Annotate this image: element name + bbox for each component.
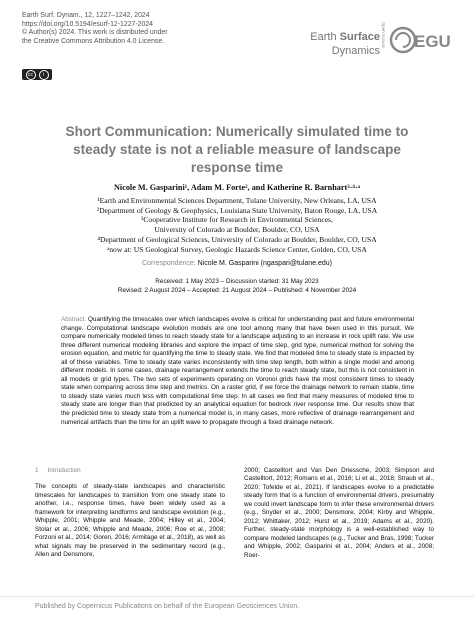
section-number: 1 [35,467,39,474]
section-heading [35,467,225,475]
egu-logo-icon [390,26,451,59]
journal-word-dynamics: Dynamics [331,45,380,57]
correspondence-value[interactable]: Nicole M. Gasparini (ngaspari@tulane.edu) [197,260,332,267]
citation: Earth Surf. Dynam., 12, 1227–1242, 2024 [22,12,150,19]
body-column-right [244,467,434,560]
body-column-left [35,467,225,560]
journal-word-surface: Surface [339,31,380,43]
article-title: Short Communication: Numerically simulated time to steady state is not a reliable measure of landscape response time [65,124,409,175]
egu-logo-text: EGU [414,32,451,51]
affiliation-4: ⁴Department of Geological Sciences, University of Colorado at Boulder, Boulder, CO, USA [97,234,377,244]
section-title: Introduction [47,467,81,474]
copyright-line: © Author(s) 2024. This work is distributed under [22,29,168,37]
publication-dates [40,277,434,295]
publisher-footer: Published by Copernicus Publications on behalf of the European Geosciences Union. [35,603,300,610]
affiliation-3-cont: University of Colorado at Boulder, Boulder, CO, USA [154,225,320,235]
author-list: Nicole M. Gasparini¹, Adam M. Forte², and Katherine R. Barnhart³·⁴·ᵃ [114,183,360,192]
affiliations [40,196,434,254]
cc-by-license-icon[interactable] [22,69,52,80]
affiliation-3: ³Cooperative Institute for Research in Environmental Sciences, [141,215,333,225]
by-icon: i [39,70,49,80]
open-access-label: Open Access [381,22,386,48]
abstract-text: Quantifying the timescales over which landscapes evolve is critical for understanding past and future environmental change. Computational landscape evolution models are one tool among many that have been used in this pursuit. We compare numerically modeled times to reach steady state for a landscape adjusting to an increase in rock uplift rate. We use three different numerical modeling libraries and explore the impact of time step, grid type, numerical method for solving the erosion equation, and metric for quantifying the time to steady state. We find that modeled time to steady state is impacted by all of these variables. Time to steady state varies inconsistently with time step length, both within a single model and among different models. In some cases, drainage rearrangement extends the time to reach steady state, but this is not consistent in all models or grid types. The two sets of experiments operating on Voronoi grids have the most consistent times to steady state when comparing across time step and metrics. On a raster grid, if we force the drainage network to remain stable, time to steady state varies much less with computational time step. In all cases we find that many measures of modeled time to steady state are longer than that predicted by an analytical equation for bedrock river response time. Our results show that the predicted time to steady state from a numerical model is, in many cases, more reflective of drainage rearrangement and numerical artifacts than the time for an uplift wave to propagate through a fixed drainage network. [61,316,414,426]
abstract-label: Abstract. [61,316,87,323]
journal-word-earth: Earth [310,31,337,43]
dates-revised: Revised: 2 August 2024 – Accepted: 21 August 2024 – Published: 4 November 2024 [117,287,357,294]
body-paragraph-right: 2000; Castelltort and Van Den Driessche, 2003; Simpson and Castelltort, 2012; Romans et al., 2016; Li et al., 2018; Straub et al., 2020; Tofelde et al., 2021). If landscapes evolve to a predictable steady form that is a function of environmental drivers, presumably we could invert landscape form to infer these environmental drivers (e.g., Snyder et al., 2000; Densmore, 2004; Kirby and Whipple, 2012; Whittaker, 2012; Hurst et al., 2019; Adams et al., 2020). Further, steady-state morphology is a well-established way to compare modeled landscapes (e.g., Tucker and Bras, 1998; Tucker and Whipple, 2002; Gasparini et al., 2004; Anders et al., 2008; Roer- [244,467,434,559]
doi-link[interactable]: https://doi.org/10.5194/esurf-12-1227-2024 [22,20,154,28]
article-metadata [22,12,168,46]
dates-received: Received: 1 May 2023 – Discussion started: 31 May 2023 [155,278,319,285]
body-paragraph-left: The concepts of steady-state landscapes and characteristic timescales for landscapes to transition from one steady state to another, i.e., response times, have been widely used as a framework for interpreting landforms and landscape evolution (e.g., Whipple, 2001; Whipple and Meade, 2004; Hilley et al., 2004; Stolar et al., 2006; Whipple and Meade, 2006; Roe et al., 2008; Forzoni et al., 2014; Goren, 2016; Armitage et al., 2018), as well as what signals may be preserved in the sedimentary record (e.g., Allen and Densmore, [35,483,225,559]
journal-name [300,30,380,58]
cc-icon: cc [26,70,36,80]
abstract [61,316,414,427]
affiliation-now-at: ᵃnow at: US Geological Survey, Geologic Hazards Science Center, Golden, CO, USA [107,244,367,254]
correspondence [40,260,434,267]
affiliation-1: ¹Earth and Environmental Sciences Department, Tulane University, New Orleans, LA, USA [97,196,377,205]
correspondence-label: Correspondence: [142,260,196,267]
affiliation-2: ²Department of Geology & Geophysics, Louisiana State University, Baton Rouge, LA, USA [96,205,378,215]
license-line: the Creative Commons Attribution 4.0 License. [22,37,165,45]
footer-divider [0,596,474,597]
